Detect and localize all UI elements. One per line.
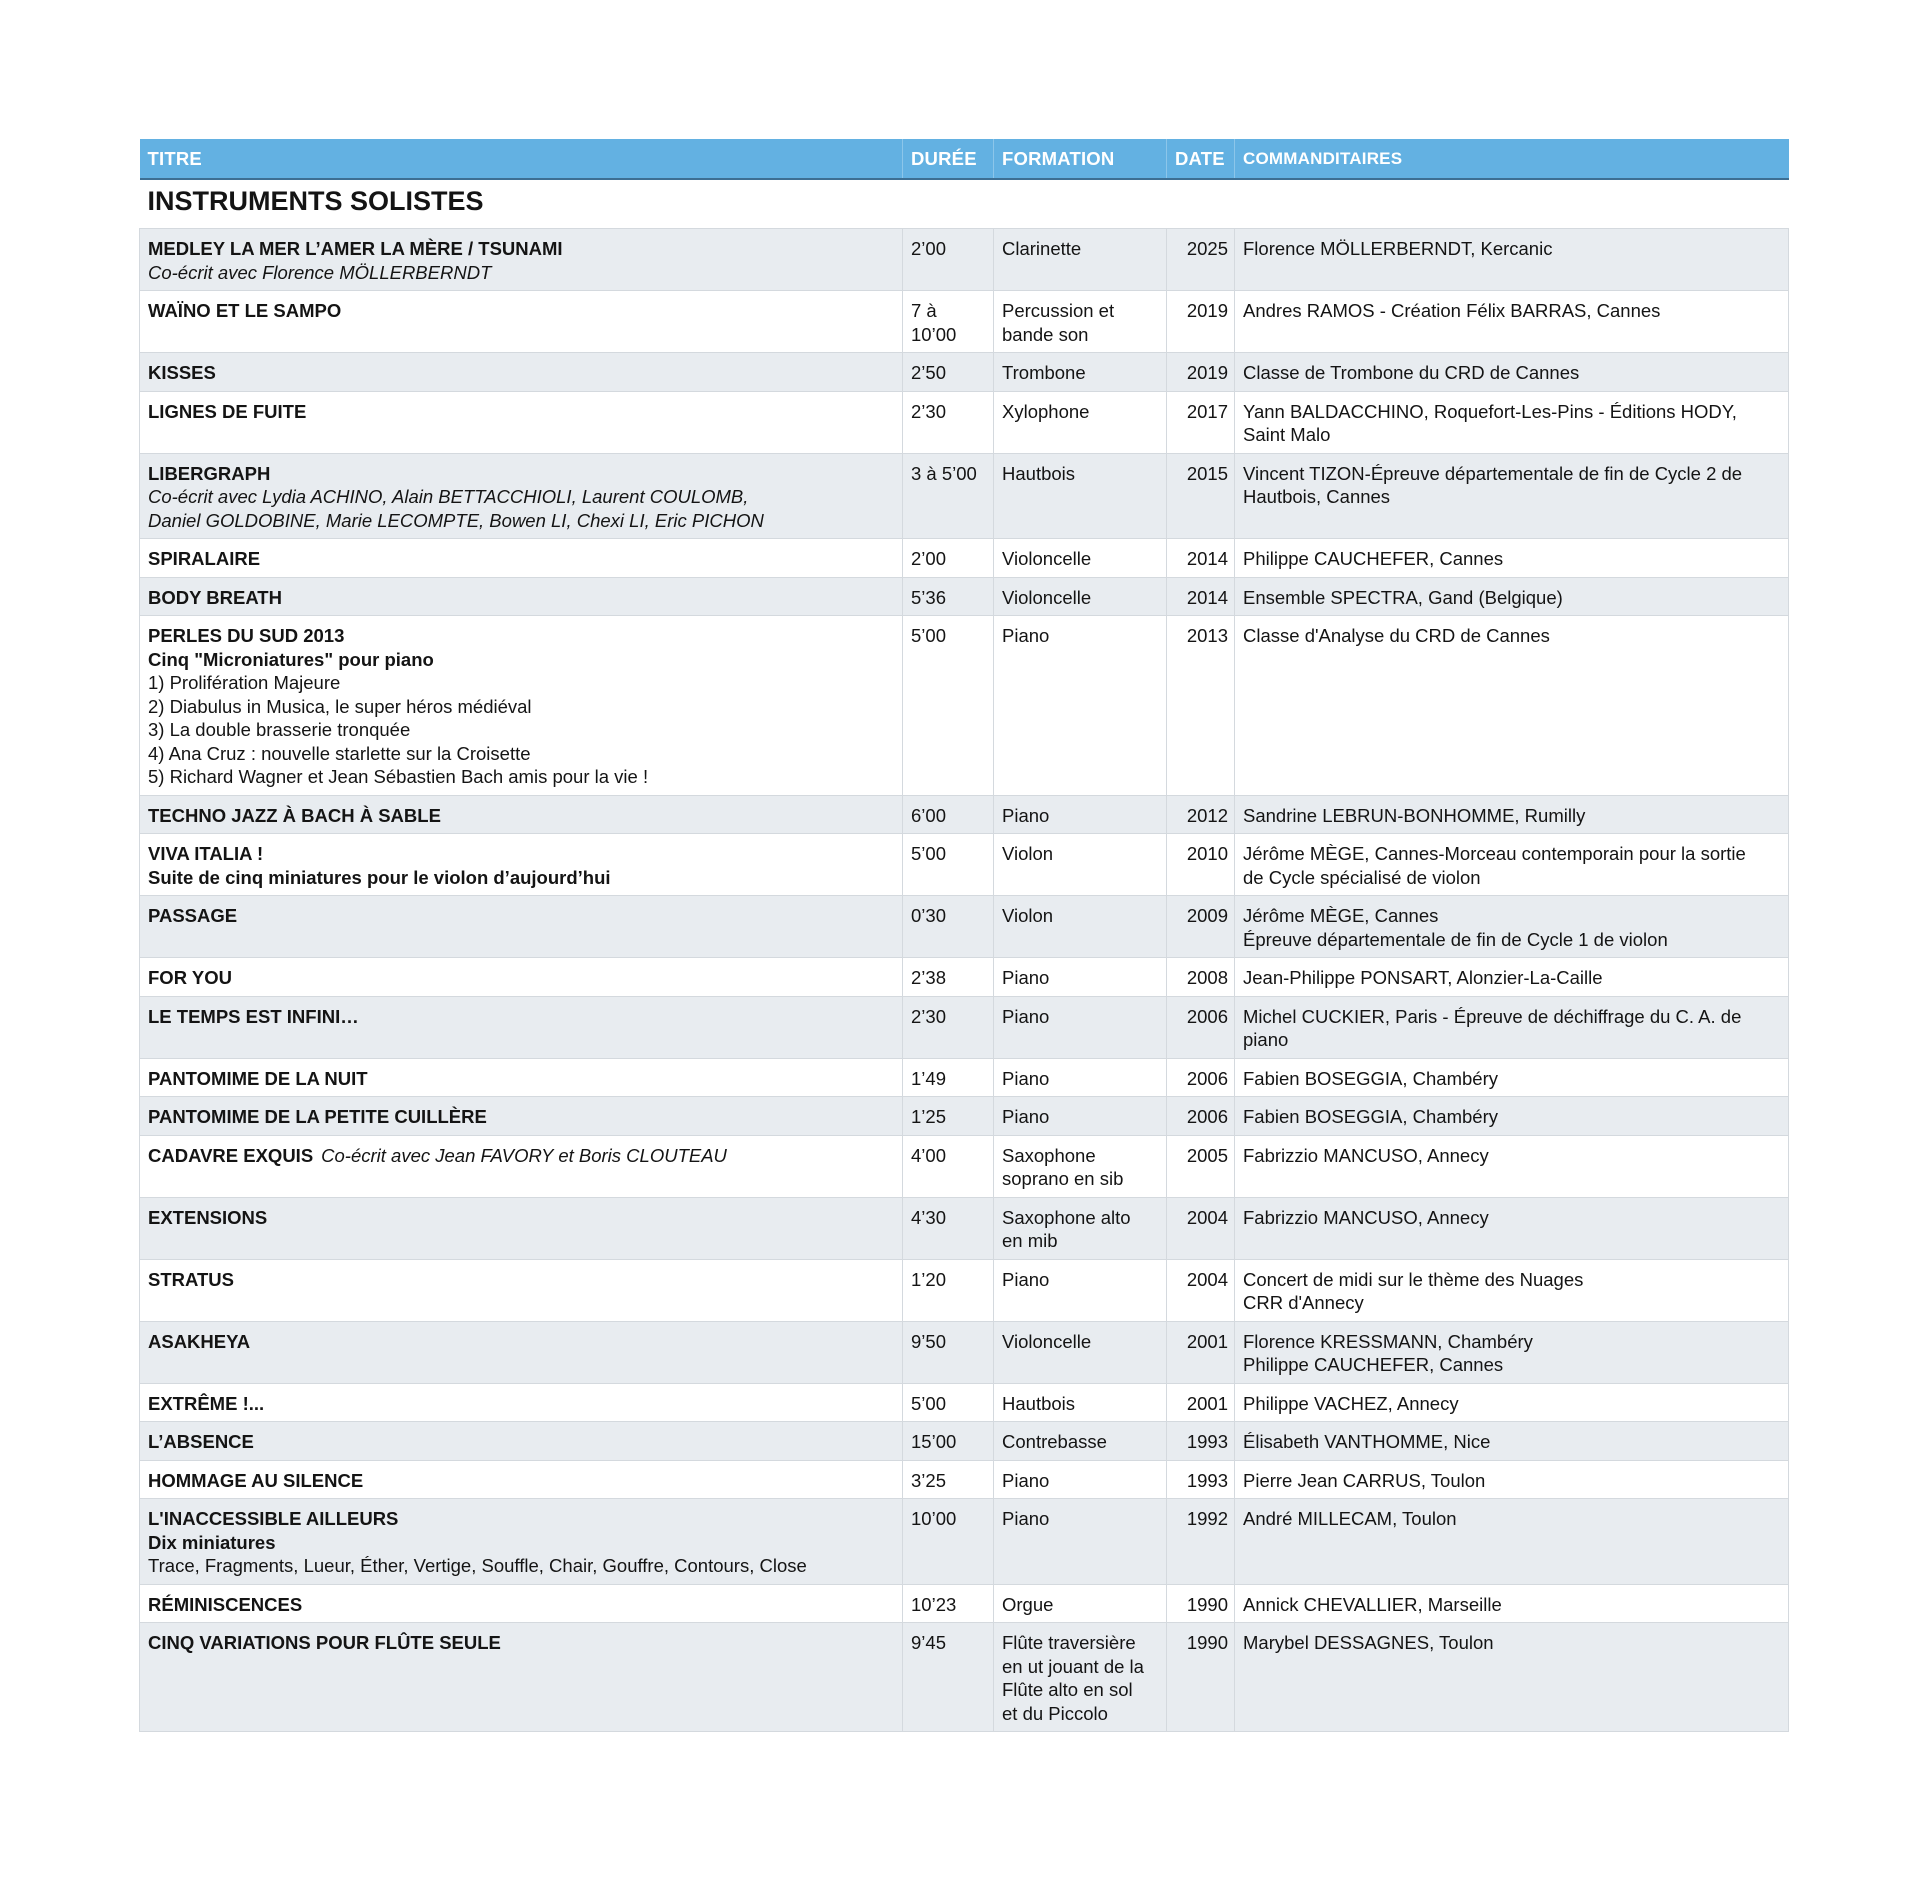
work-title-cell bbox=[140, 1321, 903, 1383]
commanditaires-cell: Philippe VACHEZ, Annecy bbox=[1235, 1383, 1789, 1422]
header-duree: DURÉE bbox=[903, 139, 994, 179]
table-row bbox=[140, 1058, 1789, 1097]
duration-cell: 2’50 bbox=[903, 353, 994, 392]
date-cell: 2025 bbox=[1167, 229, 1235, 291]
work-subtitle: Dix miniatures bbox=[148, 1531, 276, 1553]
commanditaires-cell: Florence MÖLLERBERNDT, Kercanic bbox=[1235, 229, 1789, 291]
formation-cell: Saxophone soprano en sib bbox=[994, 1135, 1167, 1197]
table-row bbox=[140, 1499, 1789, 1585]
duration-cell: 1’49 bbox=[903, 1058, 994, 1097]
work-title-cell bbox=[140, 1499, 903, 1585]
table-row bbox=[140, 1135, 1789, 1197]
section-title: INSTRUMENTS SOLISTES bbox=[140, 179, 1789, 229]
commanditaires-cell: Andres RAMOS - Création Félix BARRAS, Cannes bbox=[1235, 291, 1789, 353]
date-cell: 2015 bbox=[1167, 453, 1235, 539]
formation-cell: Violon bbox=[994, 834, 1167, 896]
work-detail: 2) Diabulus in Musica, le super héros médiéval bbox=[148, 695, 532, 717]
formation-cell: Contrebasse bbox=[994, 1422, 1167, 1461]
work-detail: 4) Ana Cruz : nouvelle starlette sur la Croisette bbox=[148, 742, 531, 764]
commanditaires-cell: Classe d'Analyse du CRD de Cannes bbox=[1235, 616, 1789, 796]
formation-cell: Hautbois bbox=[994, 1383, 1167, 1422]
formation-cell: Saxophone alto en mib bbox=[994, 1197, 1167, 1259]
date-cell: 2006 bbox=[1167, 1058, 1235, 1097]
duration-cell: 6’00 bbox=[903, 795, 994, 834]
work-title: LIGNES DE FUITE bbox=[148, 400, 307, 422]
table-row bbox=[140, 291, 1789, 353]
work-title: CADAVRE EXQUIS bbox=[148, 1144, 314, 1166]
catalogue-sheet bbox=[139, 139, 1788, 1732]
work-title: WAÏNO ET LE SAMPO bbox=[148, 300, 342, 321]
work-title: MEDLEY LA MER L’AMER LA MÈRE / TSUNAMI bbox=[148, 238, 563, 259]
work-title: EXTENSIONS bbox=[148, 1206, 268, 1228]
duration-cell: 2’00 bbox=[903, 229, 994, 291]
date-cell: 2009 bbox=[1167, 896, 1235, 958]
formation-cell: Violon bbox=[994, 896, 1167, 958]
commanditaires-cell: Élisabeth VANTHOMME, Nice bbox=[1235, 1422, 1789, 1461]
work-title-cell bbox=[140, 539, 903, 578]
header-formation: FORMATION bbox=[994, 139, 1167, 179]
table-row bbox=[140, 1584, 1789, 1623]
duration-cell: 9’45 bbox=[903, 1623, 994, 1732]
work-title-cell bbox=[140, 1383, 903, 1422]
duration-cell: 0’30 bbox=[903, 896, 994, 958]
work-title: FOR YOU bbox=[148, 967, 232, 988]
table-row bbox=[140, 229, 1789, 291]
date-cell: 2010 bbox=[1167, 834, 1235, 896]
duration-cell: 2’38 bbox=[903, 958, 994, 997]
table-row bbox=[140, 1422, 1789, 1461]
duration-cell: 5’36 bbox=[903, 577, 994, 616]
work-title-cell bbox=[140, 1197, 903, 1259]
date-cell: 2006 bbox=[1167, 996, 1235, 1058]
work-title-cell bbox=[140, 391, 903, 453]
commanditaires-cell: Jérôme MÈGE, Cannes-Morceau contemporain pour la sortie de Cycle spécialisé de violon bbox=[1235, 834, 1789, 896]
formation-cell: Xylophone bbox=[994, 391, 1167, 453]
date-cell: 2005 bbox=[1167, 1135, 1235, 1197]
date-cell: 2004 bbox=[1167, 1259, 1235, 1321]
formation-cell: Piano bbox=[994, 1460, 1167, 1499]
date-cell: 1993 bbox=[1167, 1460, 1235, 1499]
work-title-cell bbox=[140, 958, 903, 997]
table-header bbox=[140, 139, 1789, 179]
commanditaires-cell: Sandrine LEBRUN-BONHOMME, Rumilly bbox=[1235, 795, 1789, 834]
commanditaires-cell: Jean-Philippe PONSART, Alonzier-La-Caille bbox=[1235, 958, 1789, 997]
table-row bbox=[140, 1321, 1789, 1383]
duration-cell: 5’00 bbox=[903, 1383, 994, 1422]
work-title-cell bbox=[140, 996, 903, 1058]
commanditaires-cell: Philippe CAUCHEFER, Cannes bbox=[1235, 539, 1789, 578]
table-row bbox=[140, 1259, 1789, 1321]
formation-cell: Piano bbox=[994, 996, 1167, 1058]
date-cell: 2006 bbox=[1167, 1097, 1235, 1136]
work-title: PANTOMIME DE LA NUIT bbox=[148, 1067, 368, 1089]
work-title-cell bbox=[140, 1135, 903, 1197]
duration-cell: 2’00 bbox=[903, 539, 994, 578]
work-title: CINQ VARIATIONS POUR FLÛTE SEULE bbox=[148, 1632, 501, 1653]
work-title-cell bbox=[140, 1259, 903, 1321]
formation-cell: Piano bbox=[994, 1259, 1167, 1321]
formation-cell: Piano bbox=[994, 958, 1167, 997]
commanditaires-cell: Concert de midi sur le thème des Nuages CRR d'Annecy bbox=[1235, 1259, 1789, 1321]
table-row bbox=[140, 353, 1789, 392]
duration-cell: 2’30 bbox=[903, 391, 994, 453]
duration-cell: 10’23 bbox=[903, 1584, 994, 1623]
co-author-note: Daniel GOLDOBINE, Marie LECOMPTE, Bowen LI, Chexi LI, Eric PICHON bbox=[148, 509, 764, 531]
header-commanditaires: COMMANDITAIRES bbox=[1235, 139, 1789, 179]
formation-cell: Trombone bbox=[994, 353, 1167, 392]
date-cell: 2012 bbox=[1167, 795, 1235, 834]
date-cell: 1993 bbox=[1167, 1422, 1235, 1461]
date-cell: 1990 bbox=[1167, 1623, 1235, 1732]
formation-cell: Piano bbox=[994, 616, 1167, 796]
work-title: LIBERGRAPH bbox=[148, 462, 271, 484]
table-body bbox=[140, 179, 1789, 1732]
duration-cell: 1’25 bbox=[903, 1097, 994, 1136]
table-row bbox=[140, 1460, 1789, 1499]
commanditaires-cell: Classe de Trombone du CRD de Cannes bbox=[1235, 353, 1789, 392]
work-title: KISSES bbox=[148, 362, 216, 383]
commanditaires-cell: André MILLECAM, Toulon bbox=[1235, 1499, 1789, 1585]
commanditaires-cell: Fabien BOSEGGIA, Chambéry bbox=[1235, 1058, 1789, 1097]
work-title: PANTOMIME DE LA PETITE CUILLÈRE bbox=[148, 1106, 487, 1127]
work-title: STRATUS bbox=[148, 1268, 234, 1290]
table-row bbox=[140, 896, 1789, 958]
date-cell: 2014 bbox=[1167, 539, 1235, 578]
formation-cell: Percussion et bande son bbox=[994, 291, 1167, 353]
formation-cell: Clarinette bbox=[994, 229, 1167, 291]
formation-cell: Hautbois bbox=[994, 453, 1167, 539]
formation-cell: Piano bbox=[994, 1058, 1167, 1097]
date-cell: 2017 bbox=[1167, 391, 1235, 453]
table-row bbox=[140, 958, 1789, 997]
date-cell: 1990 bbox=[1167, 1584, 1235, 1623]
duration-cell: 3 à 5’00 bbox=[903, 453, 994, 539]
date-cell: 2004 bbox=[1167, 1197, 1235, 1259]
table-row bbox=[140, 539, 1789, 578]
formation-cell: Piano bbox=[994, 795, 1167, 834]
duration-cell: 4’30 bbox=[903, 1197, 994, 1259]
work-title-cell bbox=[140, 1623, 903, 1732]
work-title-cell bbox=[140, 577, 903, 616]
work-title: ASAKHEYA bbox=[148, 1330, 251, 1352]
work-detail: Trace, Fragments, Lueur, Éther, Vertige, Souffle, Chair, Gouffre, Contours, Close bbox=[148, 1555, 807, 1576]
commanditaires-cell: Vincent TIZON-Épreuve départementale de fin de Cycle 2 de Hautbois, Cannes bbox=[1235, 453, 1789, 539]
work-title: TECHNO JAZZ À BACH À SABLE bbox=[148, 804, 441, 826]
work-title-cell bbox=[140, 229, 903, 291]
formation-cell: Violoncelle bbox=[994, 577, 1167, 616]
formation-cell: Piano bbox=[994, 1097, 1167, 1136]
work-title-cell bbox=[140, 1460, 903, 1499]
work-subtitle: Suite de cinq miniatures pour le violon d’aujourd’hui bbox=[148, 866, 611, 888]
table-row bbox=[140, 453, 1789, 539]
formation-cell: Flûte traversière en ut jouant de la Flûte alto en sol et du Piccolo bbox=[994, 1623, 1167, 1732]
header-titre: TITRE bbox=[140, 139, 903, 179]
date-cell: 2013 bbox=[1167, 616, 1235, 796]
duration-cell: 9’50 bbox=[903, 1321, 994, 1383]
date-cell: 2019 bbox=[1167, 353, 1235, 392]
work-title: LE TEMPS EST INFINI… bbox=[148, 1005, 359, 1027]
date-cell: 2019 bbox=[1167, 291, 1235, 353]
date-cell: 2001 bbox=[1167, 1321, 1235, 1383]
commanditaires-cell: Fabrizzio MANCUSO, Annecy bbox=[1235, 1135, 1789, 1197]
co-author-note: Co-écrit avec Florence MÖLLERBERNDT bbox=[148, 261, 492, 283]
date-cell: 2001 bbox=[1167, 1383, 1235, 1422]
work-title-cell bbox=[140, 1584, 903, 1623]
commanditaires-cell: Annick CHEVALLIER, Marseille bbox=[1235, 1584, 1789, 1623]
commanditaires-cell: Jérôme MÈGE, Cannes Épreuve départementale de fin de Cycle 1 de violon bbox=[1235, 896, 1789, 958]
work-title: SPIRALAIRE bbox=[148, 548, 261, 569]
table-row bbox=[140, 1097, 1789, 1136]
commanditaires-cell: Yann BALDACCHINO, Roquefort-Les-Pins - Éditions HODY, Saint Malo bbox=[1235, 391, 1789, 453]
duration-cell: 7 à 10’00 bbox=[903, 291, 994, 353]
work-title-cell bbox=[140, 834, 903, 896]
work-title-cell bbox=[140, 896, 903, 958]
header-date: DATE bbox=[1167, 139, 1235, 179]
work-title: BODY BREATH bbox=[148, 586, 282, 608]
commanditaires-cell: Pierre Jean CARRUS, Toulon bbox=[1235, 1460, 1789, 1499]
work-title: L'INACCESSIBLE AILLEURS bbox=[148, 1508, 399, 1529]
duration-cell: 4’00 bbox=[903, 1135, 994, 1197]
duration-cell: 15’00 bbox=[903, 1422, 994, 1461]
table-row bbox=[140, 1197, 1789, 1259]
work-title: EXTRÊME !... bbox=[148, 1392, 265, 1414]
work-title-cell bbox=[140, 616, 903, 796]
work-detail: 3) La double brasserie tronquée bbox=[148, 719, 411, 740]
co-author-note: Co-écrit avec Lydia ACHINO, Alain BETTACCHIOLI, Laurent COULOMB, bbox=[148, 486, 749, 507]
work-title-cell bbox=[140, 1422, 903, 1461]
work-title: HOMMAGE AU SILENCE bbox=[148, 1469, 364, 1491]
work-detail: 5) Richard Wagner et Jean Sébastien Bach amis pour la vie ! bbox=[148, 766, 649, 787]
date-cell: 2008 bbox=[1167, 958, 1235, 997]
formation-cell: Violoncelle bbox=[994, 539, 1167, 578]
commanditaires-cell: Michel CUCKIER, Paris - Épreuve de déchiffrage du C. A. de piano bbox=[1235, 996, 1789, 1058]
duration-cell: 2’30 bbox=[903, 996, 994, 1058]
duration-cell: 10’00 bbox=[903, 1499, 994, 1585]
co-author-note: Co-écrit avec Jean FAVORY et Boris CLOUTEAU bbox=[321, 1144, 727, 1166]
duration-cell: 1’20 bbox=[903, 1259, 994, 1321]
commanditaires-cell: Ensemble SPECTRA, Gand (Belgique) bbox=[1235, 577, 1789, 616]
work-title: PERLES DU SUD 2013 bbox=[148, 625, 345, 646]
work-title: RÉMINISCENCES bbox=[148, 1593, 303, 1615]
commanditaires-cell: Fabrizzio MANCUSO, Annecy bbox=[1235, 1197, 1789, 1259]
formation-cell: Orgue bbox=[994, 1584, 1167, 1623]
work-title-cell bbox=[140, 291, 903, 353]
duration-cell: 5’00 bbox=[903, 834, 994, 896]
work-title: L’ABSENCE bbox=[148, 1431, 254, 1452]
work-title: VIVA ITALIA ! bbox=[148, 843, 264, 864]
table-row bbox=[140, 996, 1789, 1058]
work-title-cell bbox=[140, 353, 903, 392]
work-title-cell bbox=[140, 1097, 903, 1136]
commanditaires-cell: Marybel DESSAGNES, Toulon bbox=[1235, 1623, 1789, 1732]
formation-cell: Violoncelle bbox=[994, 1321, 1167, 1383]
table-row bbox=[140, 1623, 1789, 1732]
work-title-cell bbox=[140, 795, 903, 834]
commanditaires-cell: Fabien BOSEGGIA, Chambéry bbox=[1235, 1097, 1789, 1136]
table-row bbox=[140, 577, 1789, 616]
date-cell: 1992 bbox=[1167, 1499, 1235, 1585]
table-row bbox=[140, 795, 1789, 834]
work-subtitle: Cinq "Microniatures" pour piano bbox=[148, 648, 434, 670]
work-title-cell bbox=[140, 453, 903, 539]
work-title-cell bbox=[140, 1058, 903, 1097]
table-row bbox=[140, 391, 1789, 453]
table-row bbox=[140, 1383, 1789, 1422]
date-cell: 2014 bbox=[1167, 577, 1235, 616]
works-table bbox=[139, 139, 1789, 1732]
table-row bbox=[140, 834, 1789, 896]
work-detail: 1) Prolifération Majeure bbox=[148, 672, 341, 693]
duration-cell: 5’00 bbox=[903, 616, 994, 796]
commanditaires-cell: Florence KRESSMANN, Chambéry Philippe CAUCHEFER, Cannes bbox=[1235, 1321, 1789, 1383]
duration-cell: 3’25 bbox=[903, 1460, 994, 1499]
table-row bbox=[140, 616, 1789, 796]
formation-cell: Piano bbox=[994, 1499, 1167, 1585]
work-title: PASSAGE bbox=[148, 905, 238, 926]
